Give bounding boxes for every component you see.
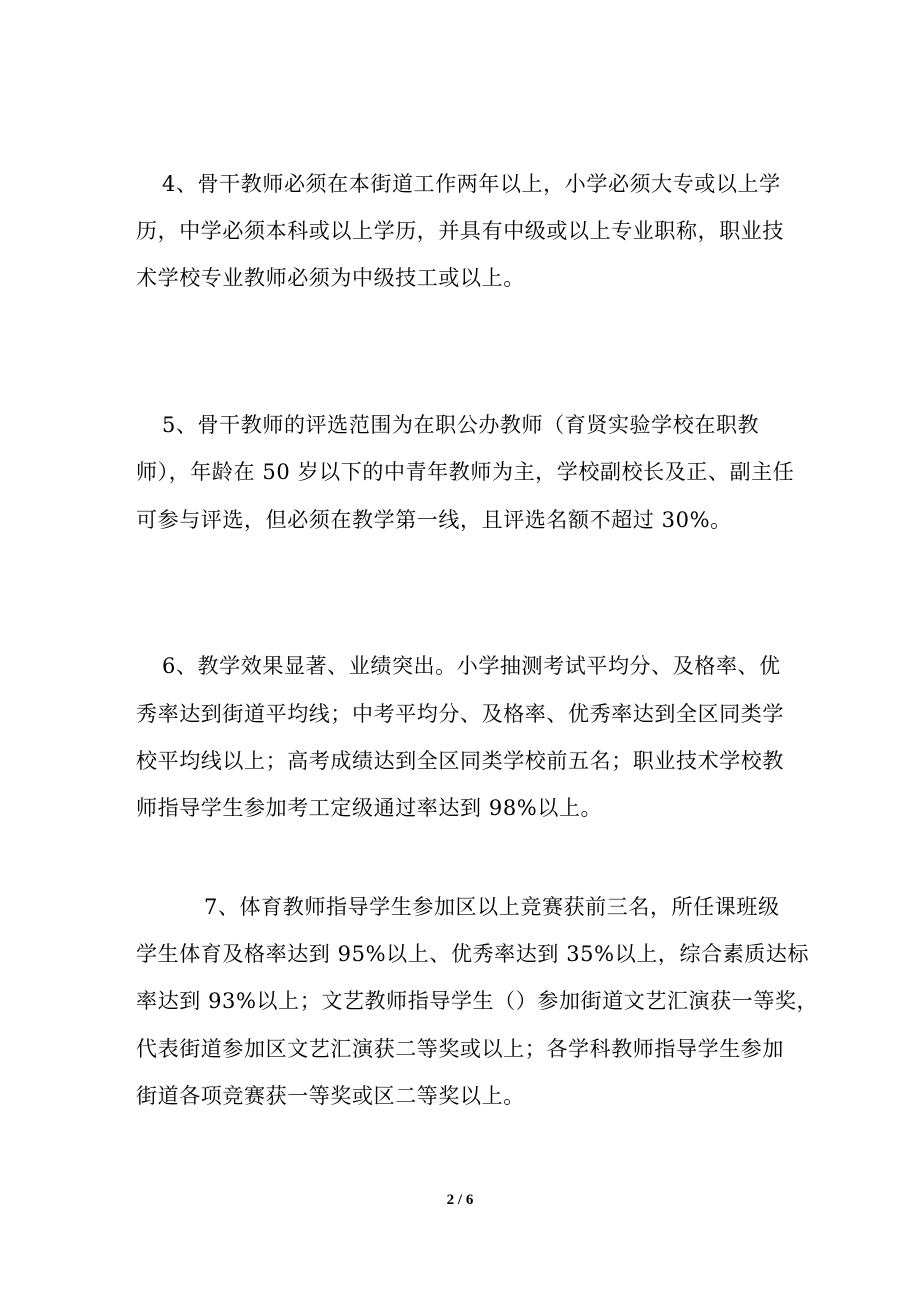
paragraph-7-line-3: 率达到 93%以上；文艺教师指导学生（）参加街道文艺汇演获一等奖， [136, 989, 819, 1013]
paragraph-4-line-3: 术学校专业教师必须为中级技工或以上。 [136, 266, 525, 290]
paragraph-5-line-2: 师），年龄在 50 岁以下的中青年教师为主，学校副校长及正、副主任 [136, 460, 795, 484]
paragraph-7-line-4: 代表街道参加区文艺汇演获二等奖或以上；各学科教师指导学生参加 [136, 1037, 784, 1061]
paragraph-7-line-2: 学生体育及格率达到 95%以上、优秀率达到 35%以上，综合素质达标 [136, 942, 810, 966]
paragraph-6-line-1: 6、教学效果显著、业绩突出。小学抽测考试平均分、及格率、优 [162, 654, 781, 678]
paragraph-4-line-2: 历，中学必须本科或以上学历，并具有中级或以上专业职称，职业技 [136, 219, 784, 243]
paragraph-7-line-1: 7、体育教师指导学生参加区以上竞赛获前三名，所任课班级 [204, 895, 780, 919]
paragraph-5-line-3: 可参与评选，但必须在教学第一线，且评选名额不超过 30%。 [136, 508, 732, 532]
paragraph-5-line-1: 5、骨干教师的评选范围为在职公办教师（育贤实验学校在职教 [162, 413, 760, 437]
page-number: 2 / 6 [446, 1192, 474, 1208]
paragraph-7-line-5: 街道各项竞赛获一等奖或区二等奖以上。 [136, 1084, 525, 1108]
paragraph-6-line-3: 校平均线以上；高考成绩达到全区同类学校前五名；职业技术学校教 [136, 749, 784, 773]
paragraph-4-line-1: 4、骨干教师必须在本街道工作两年以上，小学必须大专或以上学 [162, 172, 781, 196]
paragraph-6-line-2: 秀率达到街道平均线；中考平均分、及格率、优秀率达到全区同类学 [136, 702, 784, 726]
paragraph-6-line-4: 师指导学生参加考工定级通过率达到 98%以上。 [136, 796, 603, 820]
